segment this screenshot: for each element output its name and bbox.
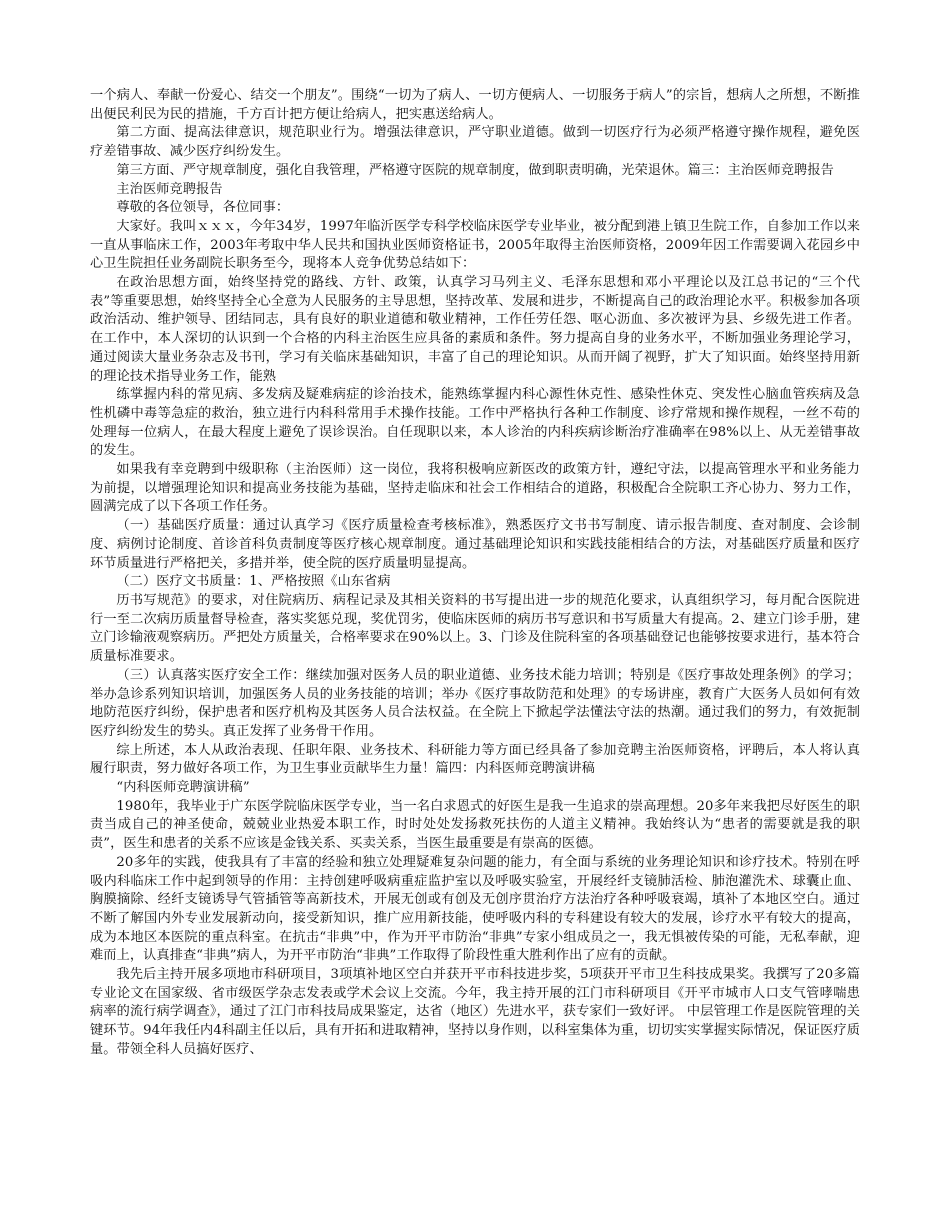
paragraph: 1980年，我毕业于广东医学院临床医学专业，当一名白求恩式的好医生是我一生追求的崇高理想。20多年来我把尽好医生的职责当成自己的神圣使命，兢兢业业热爱本职工作，时时处处发扬救死扶伤的人道主义精神。我始终认为“患者的需要就是我的职责”，医生和患者的关系不应该是金钱关系、买卖关系，当医生最重要是有崇高的医德。 xyxy=(90,798,860,852)
paragraph: 历书写规范》的要求，对住院病历、病程记录及其相关资料的书写提出进一步的规范化要求，认真组织学习，每月配合医院进行一至二次病历质量督导检查，落实奖惩兑现，奖优罚劣，使临床医师的病历书写意识和书写质量大有提高。2、建立门诊手册，建立门诊输液观察病历。严把处方质量关，合格率要求在90%以上。3、门诊及住院科室的各项基础登记也能够按要求进行，基本符合质量标准要求。 xyxy=(90,592,860,665)
paragraph: 大家好。我叫ｘｘｘ，今年34岁，1997年临沂医学专科学校临床医学专业毕业，被分配到港上镇卫生院工作，自参加工作以来一直从事临床工作，2003年考取中华人民共和国执业医师资格证书，2005年取得主治医师资格，2009年因工作需要调入花园乡中心卫生院担任业务副院长职务至今，现将本人竞争优势总结如下： xyxy=(90,218,860,272)
paragraph: 一个病人、奉献一份爱心、结交一个朋友”。围绕“一切为了病人、一切方便病人、一切服务于病人”的宗旨，想病人之所想，不断推出便民利民为民的措施，千方百计把方便让给病人，把实惠送给病人。 xyxy=(90,88,860,122)
paragraph: 20多年的实践，使我具有了丰富的经验和独立处理疑难复杂问题的能力，有全面与系统的业务理论知识和诊疗技术。特别在呼吸内科临床工作中起到领导的作用：主持创建呼吸病重症监护室以及呼吸实验室，开展经纤支镜肺活检、肺泡灌洗术、球囊止血、胸膜摘除、经纤支镜诱导气管插管等高新技术，开展无创或有创及无创序贯治疗方法治疗各种呼吸衰竭，填补了本地区空白。通过不断了解国内外专业发展新动向，接受新知识，推广应用新技能，使呼吸内科的专科建设有较大的发展，诊疗水平有较大的提高，成为本地区本医院的重点科室。在抗击“非典”中，作为开平市防治“非典”专家小组成员之一，我无惧被传染的可能，无私奉献，迎难而上，认真排查“非典”病人，为开平市防治“非典”工作取得了阶段性重大胜利作出了应有的贡献。 xyxy=(90,854,860,964)
paragraph: 在政治思想方面，始终坚持党的路线、方针、政策，认真学习马列主义、毛泽东思想和邓小平理论以及江总书记的“三个代表”等重要思想，始终坚持全心全意为人民服务的主导思想，坚持改革、发展和进步，不断提高自己的政治理论水平。积极参加各项政治活动、维护领导、团结同志，具有良好的职业道德和敬业精神，工作任劳任怨、呕心沥血、多次被评为县、乡级先进工作者。在工作中，本人深切的认识到一个合格的内科主治医生应具备的素质和条件。努力提高自身的业务水平，不断加强业务理论学习，通过阅读大量业务杂志及书刊，学习有关临床基础知识，丰富了自己的理论知识。从而开阔了视野，扩大了知识面。始终坚持用新的理论技术指导业务工作，能熟 xyxy=(90,275,860,384)
paragraph: 第三方面、严守规章制度，强化自我管理，严格遵守医院的规章制度，做到职责明确，光荣退休。篇三：主治医师竞聘报告 xyxy=(116,162,834,178)
section-title: 主治医师竞聘报告 xyxy=(116,181,223,197)
paragraph: 我先后主持开展多项地市科研项目，3项填补地区空白并获开平市科技进步奖，5项获开平市卫生科技成果奖。我撰写了20多篇专业论文在国家级、省市级医学杂志发表或学术会议上交流。今年，我主持开展的江门市科研项目《开平市城市人口支气管哮喘患病率的流行病学调查》，通过了江门市科技局成果鉴定，达省（地区）先进水平，获专家们一致好评。 中层管理工作是医院管理的关键环节。94年我任内4科副主任以后，具有开拓和进取精神，坚持以身作则，以科室集体为重，切切实实掌握实际情况，保证医疗质量。带领全科人员搞好医疗、 xyxy=(90,967,860,1057)
paragraph: （三）认真落实医疗安全工作：继续加强对医务人员的职业道德、业务技术能力培训；特别是《医疗事故处理条例》的学习；举办急诊系列知识培训，加强医务人员的业务技能的培训；举办《医疗事故防范和处理》的专场讲座，教育广大医务人员如何有效地防范医疗纠纷，保护患者和医疗机构及其医务人员合法权益。在全院上下掀起学法懂法守法的热潮。通过我们的努力，有效扼制医疗纠纷发生的势头。真正发挥了业务骨干作用。 xyxy=(90,667,860,739)
paragraph: 练掌握内科的常见病、多发病及疑难病症的诊治技术，能熟练掌握内科心源性休克性、感染性休克、突发性心脑血管疾病及急性机磷中毒等急症的救治，独立进行内科科常用手术操作技能。工作中严格执行各种工作制度、诊疗常规和操作规程，一丝不苟的处理每一位病人，在最大程度上避免了误诊误治。自任现职以来，本人诊治的内科疾病诊断治疗准确率在98%以上、从无差错事故的发生。 xyxy=(90,387,860,459)
document-page xyxy=(90,87,860,1060)
paragraph: 综上所述，本人从政治表现、任职年限、业务技术、科研能力等方面已经具备了参加竞聘主治医师资格，评聘后，本人将认真履行职责，努力做好各项工作，为卫生事业贡献毕生力量！篇四：内科医师竞聘演讲稿 xyxy=(90,742,860,777)
paragraph: 第二方面、提高法律意识，规范职业行为。增强法律意识，严守职业道德。做到一切医疗行为必须严格遵守操作规程，避免医疗差错事故、减少医疗纠纷发生。 xyxy=(90,125,860,160)
paragraph: （二）医疗文书质量：1、严格按照《山东省病 xyxy=(116,574,391,590)
paragraph: （一）基础医疗质量：通过认真学习《医疗质量检查考核标准》，熟悉医疗文书书写制度、请示报告制度、查对制度、会诊制度、病例讨论制度、首诊首科负责制度等医疗核心规章制度。通过基础理论知识和实践技能相结合的方法，对基础医疗质量和医疗环节质量进行严格把关，多措并举，使全院的医疗质量明显提高。 xyxy=(90,518,860,571)
salutation: 尊敬的各位领导，各位同事： xyxy=(116,200,290,216)
section-title: “内科医师竞聘演讲稿” xyxy=(116,780,250,796)
paragraph: 如果我有幸竞聘到中级职称（主治医师）这一岗位，我将积极响应新医改的政策方针，遵纪守法，以提高管理水平和业务能力为前提，以增强理论知识和提高业务技能为基础，坚持走临床和社会工作相结合的道路，积极配合全院职工齐心协力、努力工作，圆满完成了以下各项工作任务。 xyxy=(90,462,860,515)
